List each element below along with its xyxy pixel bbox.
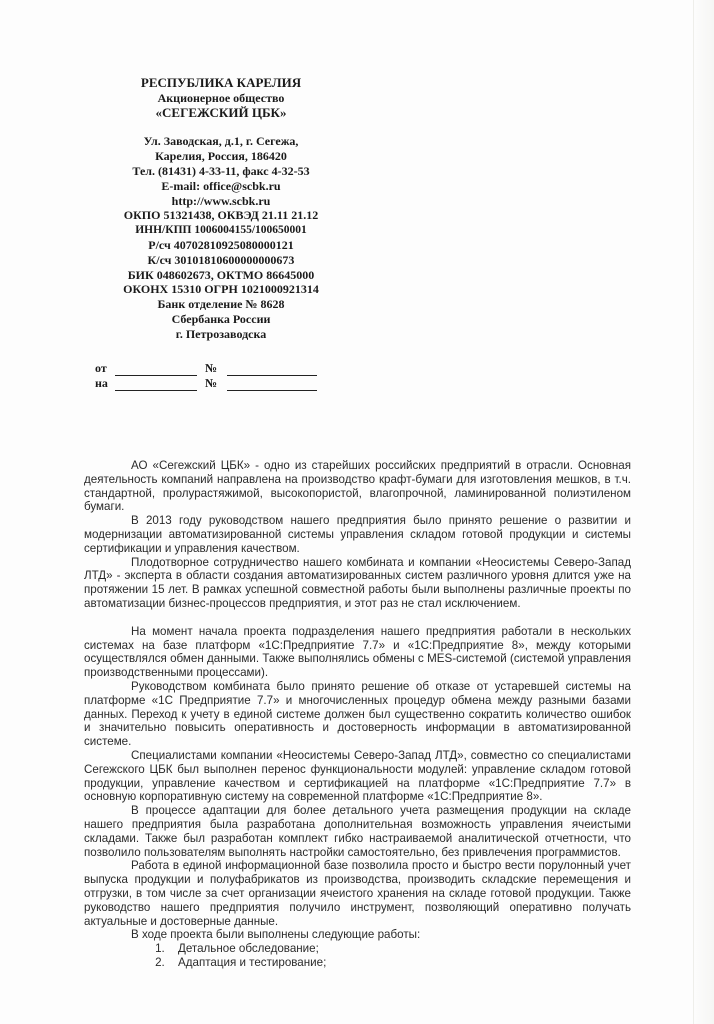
letterhead-inn: ИНН/КПП 1006004155/100650001	[135, 224, 307, 237]
letterhead-bik: БИК 048602673, ОКТМО 86645000	[127, 267, 315, 282]
paragraph-works-intro: В ходе проекта были выполнены следующие работы:	[131, 928, 421, 942]
ref-from-date-blank	[115, 364, 197, 376]
letterhead-ks: К/сч 30101810600000000673	[147, 252, 295, 267]
ref-row-to	[95, 376, 317, 391]
letterhead-address-line2: Карелия, Россия, 186420	[155, 149, 287, 164]
letterhead-phone: Тел. (81431) 4-33-11, факс 4-32-53	[132, 163, 310, 178]
letter-body	[84, 459, 631, 970]
letterhead-bank-name: Сбербанка России	[171, 311, 271, 326]
letterhead-email: E-mail: office@scbk.ru	[161, 178, 281, 193]
paragraph-migration: Специалистами компании «Неосистемы Северо-Запад ЛТД», совместно со специалистами Сегежского ЦБК был выполнен перенос функциональности модулей: управление складом готовой продукции, управление качеством и сертификацией на платформе «1С:Предприятие 7.7» в основную корпоративную систему на современной платформе «1С:Предприятие 8».	[84, 748, 631, 804]
letterhead-rs: Р/сч 40702810925080000121	[148, 237, 294, 252]
ref-from-number-label: №	[205, 361, 218, 375]
letterhead-website: http://www.scbk.ru	[171, 193, 271, 208]
works-list	[84, 942, 631, 970]
ref-to-label: на	[95, 376, 108, 390]
paragraph-2013-decision: В 2013 году руководством нашего предприятия было принято решение о развитии и модернизации автоматизированной системы управления складом готовой продукции и системы сертификации и управления качеством.	[84, 514, 631, 555]
letterhead-okonh: ОКОНХ 15310 ОГРН 1021000921314	[123, 282, 319, 297]
list-item: 2. Адаптация и тестирование;	[168, 956, 631, 970]
paragraph-intro: АО «Сегежский ЦБК» - одно из старейших российских предприятий в отрасли. Основная деятельность компаний направлена на производство крафт-бумаги для изготовления мешков, в т.ч. стандартной, пролурастяжимой, высокопористой, влагопрочной, ламинированной полиэтиленом бумаги.	[84, 459, 631, 514]
ref-from-number-blank	[227, 364, 317, 376]
page-edge-shadow	[693, 0, 714, 1024]
paragraph-results: Работа в единой информационной базе позволила просто и быстро вести порулонный учет выпуска продукции и полуфабрикатов из производства, производить складские перемещения и отгрузки, в том числе за счет организации ячеистого хранения на складе готовой продукции. Также руководство нашего предприятия получило инструмент, позволяющий оперативно получать актуальные и достоверные данные.	[84, 859, 631, 928]
letterhead-company-type: Акционерное общество	[157, 90, 285, 105]
letterhead-okpo: ОКПО 51321438, ОКВЭД 21.11 21.12	[123, 208, 319, 223]
list-item: 1. Детальное обследование;	[168, 942, 631, 956]
ref-row-from	[95, 361, 317, 376]
ref-from-label: от	[95, 361, 107, 375]
reference-fields	[95, 361, 317, 391]
paragraph-cooperation: Плодотворное сотрудничество нашего комбината и компании «Неосистемы Северо-Запад ЛТД» - эксперта в области создания автоматизированных систем различного уровня длится уже на протяжении 15 лет. В рамках успешной совместной работы были выполнены различные проекты по автоматизации бизнес-процессов предприятия, и этот раз не стал исключением.	[84, 555, 631, 610]
letterhead-bank-city: г. Петрозаводска	[175, 326, 267, 341]
letterhead	[90, 76, 352, 342]
letterhead-region: РЕСПУБЛИКА КАРЕЛИЯ	[140, 75, 302, 90]
paragraph-initial-state: На момент начала проекта подразделения нашего предприятия работали в нескольких системах на базе платформ «1С:Предприятие 7.7» и «1С:Предприятие 8», между которыми осуществлялся обмен данными. Также выполнялись обмены с MES-системой (системой управления производственными процессами).	[84, 624, 631, 680]
letterhead-bank-branch: Банк отделение № 8628	[157, 297, 285, 312]
paragraph-adaptation: В процессе адаптации для более детального учета размещения продукции на складе нашего предприятия была разработана дополнительная возможность управления ячеистыми складами. Также был разработан комплект гибко настраиваемой аналитической отчетности, что позволило пользователям выполнять настройки самостоятельно, без привлечения программистов.	[84, 804, 631, 859]
paragraph-management-decision: Руководством комбината было принято решение об отказе от устаревшей системы на платформе «1С Предприятие 7.7» и многочисленных процедур обмена между разными базами данных. Переход к учету в единой системе должен был существенно сократить количество ошибок и значительно повысить оперативность и достоверность информации в автоматизированной системе.	[84, 679, 631, 749]
letterhead-company-name: «СЕГЕЖСКИЙ ЦБК»	[155, 104, 287, 120]
ref-to-number-label: №	[205, 376, 218, 390]
ref-to-number-blank	[227, 379, 317, 391]
ref-to-date-blank	[115, 379, 197, 391]
letterhead-address-line1: Ул. Заводская, д.1, г. Сегежа,	[143, 134, 299, 149]
